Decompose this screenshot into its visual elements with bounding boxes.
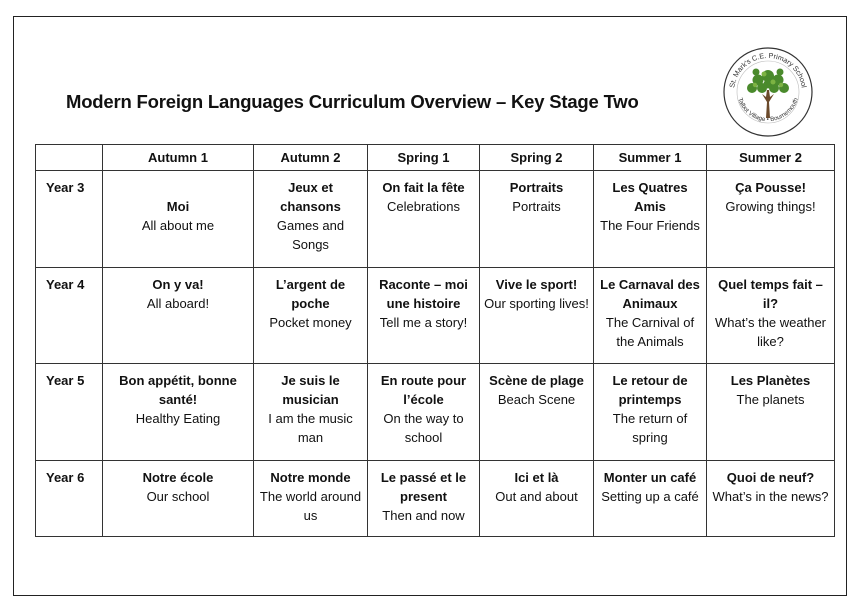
- topic-cell: [368, 364, 480, 461]
- english-title: Tell me a story!: [379, 314, 468, 330]
- topic-cell: [707, 364, 835, 461]
- topic-cell: [254, 267, 368, 364]
- english-title: Portraits: [512, 199, 561, 214]
- french-title: Moi: [166, 199, 190, 214]
- french-title: Jeux et chansons: [280, 180, 341, 214]
- topic-cell: [368, 171, 480, 268]
- french-title: On fait la fête: [382, 180, 465, 195]
- english-title: Celebrations: [387, 199, 460, 214]
- topic-cell: [368, 267, 480, 364]
- school-logo-icon: [720, 44, 816, 140]
- topic-cell: [254, 171, 368, 268]
- curriculum-table: [35, 144, 835, 537]
- english-title: Beach Scene: [497, 392, 576, 408]
- page-title: Modern Foreign Languages Curriculum Overview – Key Stage Two: [66, 91, 639, 112]
- topic-cell: [103, 267, 254, 364]
- french-title: Le Carnaval des Animaux: [600, 276, 700, 311]
- english-title: On the way to school: [383, 411, 464, 446]
- topic-cell: [707, 460, 835, 536]
- topic-cell: [594, 460, 707, 536]
- french-title: Portraits: [509, 180, 564, 195]
- topic-cell: [480, 171, 594, 268]
- french-title: Vive le sport!: [495, 276, 578, 292]
- french-title: Les Planètes: [730, 373, 811, 389]
- topic-cell: [707, 267, 835, 364]
- topic-cell: [480, 364, 594, 461]
- topic-cell: [480, 267, 594, 364]
- french-title: Les Quatres Amis: [612, 180, 688, 214]
- english-title: The return of spring: [612, 411, 688, 446]
- french-title: Raconte – moi une histoire: [379, 276, 468, 311]
- english-title: Out and about: [495, 488, 578, 504]
- french-title: Scène de plage: [489, 373, 584, 389]
- english-title: I am the music man: [268, 411, 353, 446]
- english-title: The world around us: [259, 488, 362, 523]
- english-title: The planets: [736, 392, 805, 408]
- row-label-year-4: Year 4: [36, 267, 103, 364]
- french-title: En route pour l’école: [380, 373, 467, 408]
- table-row: [36, 171, 835, 268]
- header-cell-autumn-1: Autumn 1: [103, 145, 254, 171]
- english-title: What’s the weather like?: [714, 314, 827, 349]
- french-title: L’argent de poche: [275, 276, 346, 311]
- svg-text:St. Mark's C.E. Primary School: St. Mark's C.E. Primary School: [727, 50, 809, 89]
- row-label-year-6: Year 6: [36, 460, 103, 536]
- topic-cell: [103, 460, 254, 536]
- header-row: [36, 145, 835, 171]
- header-cell-summer-2: Summer 2: [707, 145, 835, 171]
- table-row: [36, 364, 835, 461]
- header-cell-spring-2: Spring 2: [480, 145, 594, 171]
- french-title: Bon appétit, bonne santé!: [119, 373, 237, 408]
- french-title: On y va!: [152, 276, 204, 292]
- row-label-year-5: Year 5: [36, 364, 103, 461]
- svg-text:Talbot Village • Bournemouth: Talbot Village • Bournemouth: [736, 97, 800, 124]
- topic-cell: [594, 171, 707, 268]
- topic-cell: [594, 364, 707, 461]
- english-title: Healthy Eating: [135, 411, 221, 427]
- english-title: The Carnival of the Animals: [605, 314, 695, 349]
- header-cell-summer-1: Summer 1: [594, 145, 707, 171]
- topic-cell: [368, 460, 480, 536]
- table-row: [36, 460, 835, 536]
- header-cell-blank: [36, 145, 103, 171]
- topic-cell: [594, 267, 707, 364]
- french-title: Notre école: [142, 469, 214, 485]
- french-title: Ici et là: [514, 469, 559, 485]
- row-label-year-3: Year 3: [36, 171, 103, 268]
- english-title: What’s in the news?: [712, 488, 829, 504]
- french-title: Je suis le musician: [281, 373, 340, 408]
- english-title: Then and now: [382, 507, 465, 523]
- french-title: Ça Pousse!: [735, 180, 806, 195]
- english-title: All about me: [141, 218, 215, 233]
- english-title: Games and Songs: [276, 218, 345, 252]
- topic-cell: [103, 171, 254, 268]
- english-title: All aboard!: [146, 295, 210, 311]
- header-cell-autumn-2: Autumn 2: [254, 145, 368, 171]
- topic-cell: [103, 364, 254, 461]
- topic-cell: [254, 460, 368, 536]
- english-title: Pocket money: [269, 314, 352, 330]
- french-title: Quoi de neuf?: [726, 469, 815, 485]
- english-title: Setting up a café: [601, 488, 699, 504]
- french-title: Le retour de printemps: [612, 373, 688, 408]
- english-title: Our sporting lives!: [484, 295, 589, 311]
- english-title: Growing things!: [725, 199, 816, 214]
- english-title: Our school: [146, 488, 210, 504]
- french-title: Monter un café: [603, 469, 697, 485]
- topic-cell: [480, 460, 594, 536]
- topic-cell: [707, 171, 835, 268]
- french-title: Notre monde: [270, 469, 351, 485]
- header-cell-spring-1: Spring 1: [368, 145, 480, 171]
- french-title: Quel temps fait – il?: [718, 276, 823, 311]
- table-row: [36, 267, 835, 364]
- english-title: The Four Friends: [600, 218, 700, 233]
- topic-cell: [254, 364, 368, 461]
- french-title: Le passé et le present: [380, 469, 467, 504]
